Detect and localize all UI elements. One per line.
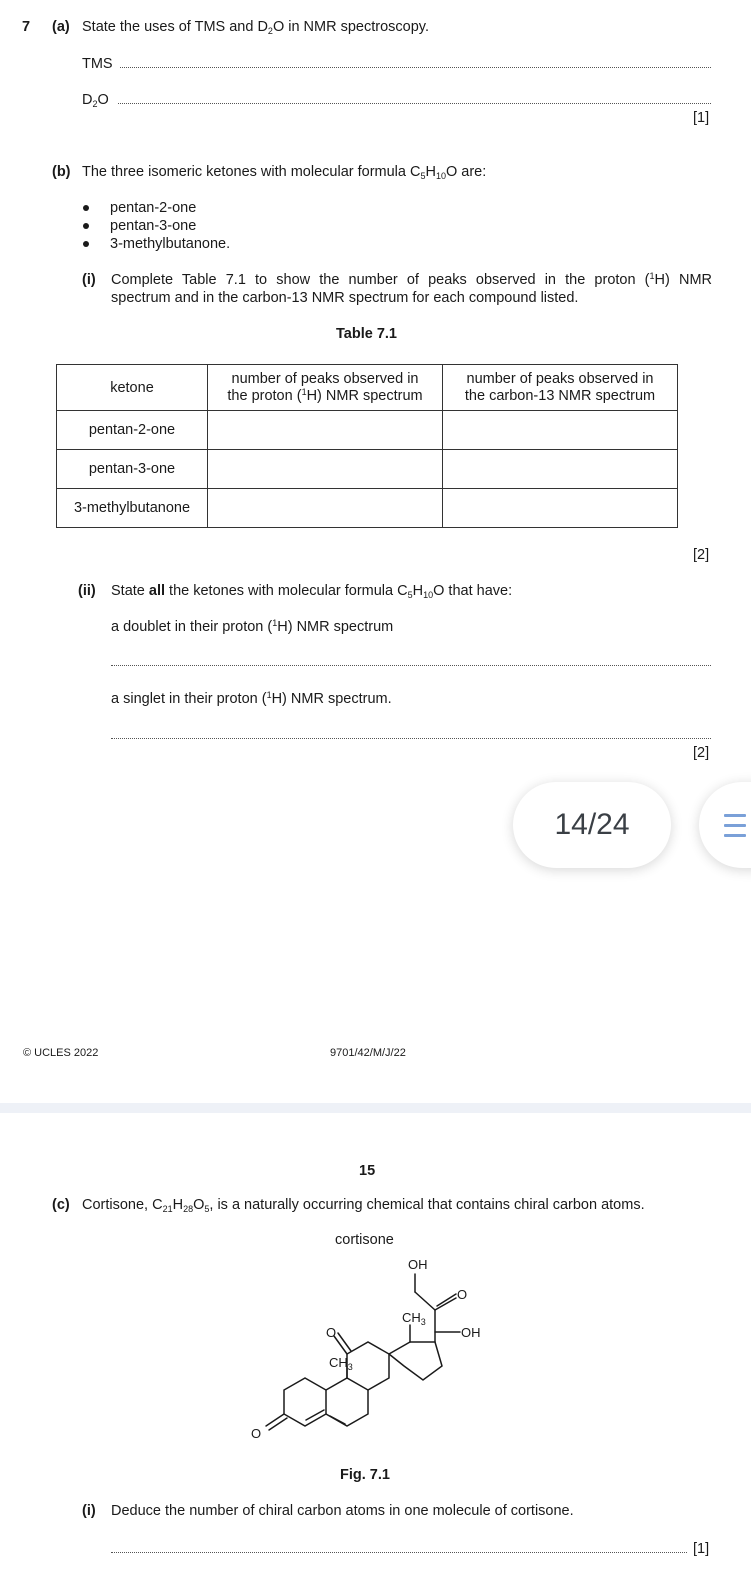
bullet-icon xyxy=(83,241,89,247)
proton-answer-cell[interactable] xyxy=(208,450,443,489)
table-row xyxy=(57,411,678,450)
carbonyl-o-label: O xyxy=(457,1287,468,1302)
menu-button[interactable] xyxy=(699,782,751,868)
chiral-answer-line[interactable] xyxy=(111,1552,687,1553)
header-carbon-peaks: number of peaks observed in the carbon-13 NMR spectrum xyxy=(443,365,678,411)
marks-ci: [1] xyxy=(693,1541,710,1557)
ring-b xyxy=(326,1378,368,1426)
nmr-peaks-table xyxy=(56,364,678,528)
marks-bii: [2] xyxy=(693,745,710,761)
part-b-question: The three isomeric ketones with molecular formula $C_5H_{10}O$ are: xyxy=(82,164,487,181)
copyright: © UCLES 2022 xyxy=(23,1047,99,1059)
header-proton-peaks: number of peaks observed in the proton ($^1$H) NMR spectrum xyxy=(208,365,443,411)
carbon-answer-cell[interactable] xyxy=(443,411,678,450)
table-row xyxy=(57,450,678,489)
ring-c xyxy=(347,1342,389,1390)
enone-o-label: O xyxy=(251,1426,262,1441)
proton-answer-cell[interactable] xyxy=(208,489,443,528)
part-bi-question-line2: spectrum and in the carbon-13 NMR spectrum for each compound listed. xyxy=(111,290,579,306)
tms-answer-line[interactable] xyxy=(120,67,711,68)
ketone-cell: pentan-3-one xyxy=(57,450,208,489)
ch3-label: $CH_3$ xyxy=(402,1310,426,1327)
marks-bi: [2] xyxy=(693,547,710,563)
page-number: 15 xyxy=(359,1163,376,1179)
header-ketone: ketone xyxy=(57,365,208,411)
part-a-label: (a) xyxy=(52,19,70,35)
oh-right-label: OH xyxy=(461,1325,481,1340)
singlet-prompt: a singlet in their proton ($^1$H) NMR spectrum. xyxy=(111,690,392,707)
ring-a xyxy=(284,1378,326,1426)
page-separator xyxy=(0,1103,751,1113)
doublet-answer-line[interactable] xyxy=(111,665,711,666)
part-c-label: (c) xyxy=(52,1197,70,1213)
singlet-answer-line[interactable] xyxy=(111,738,711,739)
doublet-prompt: a doublet in their proton ($^1$H) NMR spectrum xyxy=(111,618,394,635)
question-number: 7 xyxy=(22,19,31,35)
marks-a: [1] xyxy=(693,110,710,126)
part-bii-question: State all the ketones with molecular formula $C_5H_{10}O$ that have: xyxy=(111,583,513,600)
part-c-question: Cortisone, $C_{21}H_{28}O_5$, is a naturally occurring chemical that contains chiral carbon atoms. xyxy=(82,1197,645,1214)
page-indicator[interactable]: 14/24 xyxy=(513,782,671,868)
carbon-answer-cell[interactable] xyxy=(443,489,678,528)
part-ci-question: Deduce the number of chiral carbon atoms in one molecule of cortisone. xyxy=(111,1503,574,1519)
ketone-list-item: pentan-3-one xyxy=(110,218,197,234)
part-bii-label: (ii) xyxy=(78,583,96,599)
ketone-list-item: 3-methylbutanone. xyxy=(110,236,231,252)
ketone-cell: pentan-2-one xyxy=(57,411,208,450)
carbon-answer-cell[interactable] xyxy=(443,450,678,489)
table-row xyxy=(57,489,678,528)
ketone-cell: 3-methylbutanone xyxy=(57,489,208,528)
oh-top-label: OH xyxy=(408,1257,428,1272)
table-title: Table 7.1 xyxy=(336,326,397,342)
part-b-label: (b) xyxy=(52,164,71,180)
d2o-label: $D_2O$ xyxy=(82,92,109,109)
part-a-question: State the uses of TMS and $D_2O$ in NMR spectroscopy. xyxy=(82,19,429,36)
ketone-list-item: pentan-2-one xyxy=(110,200,197,216)
ring-o-label: O xyxy=(326,1325,337,1340)
proton-answer-cell[interactable] xyxy=(208,411,443,450)
bullet-icon xyxy=(83,223,89,229)
bullet-icon xyxy=(83,205,89,211)
ring-d xyxy=(389,1342,442,1380)
ch3-label: $CH_3$ xyxy=(329,1355,353,1372)
tms-label: TMS xyxy=(82,56,113,72)
figure-caption: Fig. 7.1 xyxy=(340,1467,390,1483)
part-bi-question-line1: Complete Table 7.1 to show the number of peaks observed in the proton ($^1$H) NMR xyxy=(111,271,712,288)
paper-code: 9701/42/M/J/22 xyxy=(330,1047,406,1059)
part-ci-label: (i) xyxy=(82,1503,96,1519)
d2o-answer-line[interactable] xyxy=(118,103,711,104)
structure-title: cortisone xyxy=(335,1232,394,1248)
part-bi-label: (i) xyxy=(82,272,96,288)
cortisone-structure xyxy=(240,1250,510,1450)
